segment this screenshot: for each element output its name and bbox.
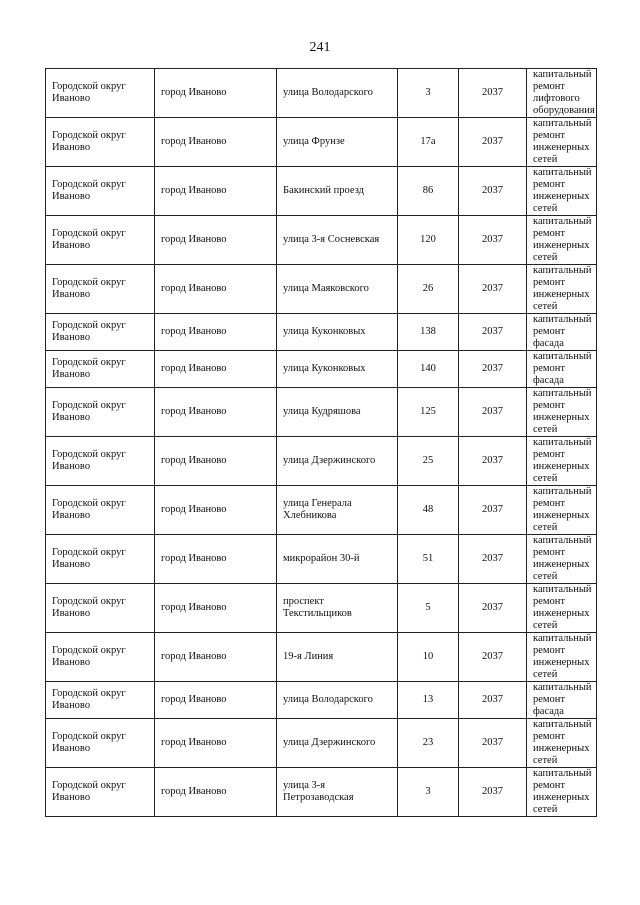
- year-cell: 2037: [459, 719, 527, 768]
- table-row: [46, 216, 597, 265]
- city-cell: город Иваново: [155, 314, 277, 351]
- work-type-cell: капитальный ремонт фасада: [527, 351, 597, 388]
- district-cell: Городской округ Иваново: [46, 682, 155, 719]
- house-number-cell: 3: [398, 69, 459, 118]
- street-cell: улица Володарского: [277, 69, 398, 118]
- registry-table: [45, 68, 597, 817]
- city-cell: город Иваново: [155, 633, 277, 682]
- year-cell: 2037: [459, 118, 527, 167]
- year-cell: 2037: [459, 216, 527, 265]
- street-cell: улица Куконковых: [277, 314, 398, 351]
- street-cell: улица Маяковского: [277, 265, 398, 314]
- district-cell: Городской округ Иваново: [46, 768, 155, 817]
- table-row: [46, 388, 597, 437]
- district-cell: Городской округ Иваново: [46, 216, 155, 265]
- work-type-cell: капитальный ремонт инженерных сетей: [527, 535, 597, 584]
- work-type-cell: капитальный ремонт инженерных сетей: [527, 265, 597, 314]
- street-cell: улица 3-я Петрозаводская: [277, 768, 398, 817]
- work-type-cell: капитальный ремонт инженерных сетей: [527, 719, 597, 768]
- district-cell: Городской округ Иваново: [46, 633, 155, 682]
- city-cell: город Иваново: [155, 437, 277, 486]
- house-number-cell: 5: [398, 584, 459, 633]
- district-cell: Городской округ Иваново: [46, 118, 155, 167]
- city-cell: город Иваново: [155, 167, 277, 216]
- street-cell: улица 3-я Сосневская: [277, 216, 398, 265]
- street-cell: Бакинский проезд: [277, 167, 398, 216]
- registry-table-body: [46, 69, 597, 817]
- house-number-cell: 51: [398, 535, 459, 584]
- year-cell: 2037: [459, 351, 527, 388]
- table-row: [46, 486, 597, 535]
- table-row: [46, 118, 597, 167]
- house-number-cell: 125: [398, 388, 459, 437]
- city-cell: город Иваново: [155, 265, 277, 314]
- city-cell: город Иваново: [155, 216, 277, 265]
- work-type-cell: капитальный ремонт фасада: [527, 682, 597, 719]
- table-row: [46, 69, 597, 118]
- year-cell: 2037: [459, 388, 527, 437]
- house-number-cell: 3: [398, 768, 459, 817]
- house-number-cell: 140: [398, 351, 459, 388]
- house-number-cell: 13: [398, 682, 459, 719]
- page-number: 241: [309, 40, 331, 55]
- street-cell: улица Куконковых: [277, 351, 398, 388]
- work-type-cell: капитальный ремонт инженерных сетей: [527, 486, 597, 535]
- district-cell: Городской округ Иваново: [46, 486, 155, 535]
- city-cell: город Иваново: [155, 535, 277, 584]
- house-number-cell: 17а: [398, 118, 459, 167]
- city-cell: город Иваново: [155, 768, 277, 817]
- work-type-cell: капитальный ремонт инженерных сетей: [527, 216, 597, 265]
- table-row: [46, 265, 597, 314]
- year-cell: 2037: [459, 535, 527, 584]
- house-number-cell: 120: [398, 216, 459, 265]
- street-cell: улица Володарского: [277, 682, 398, 719]
- city-cell: город Иваново: [155, 486, 277, 535]
- work-type-cell: капитальный ремонт инженерных сетей: [527, 167, 597, 216]
- district-cell: Городской округ Иваново: [46, 69, 155, 118]
- table-row: [46, 768, 597, 817]
- table-row: [46, 719, 597, 768]
- year-cell: 2037: [459, 265, 527, 314]
- district-cell: Городской округ Иваново: [46, 351, 155, 388]
- district-cell: Городской округ Иваново: [46, 167, 155, 216]
- street-cell: 19-я Линия: [277, 633, 398, 682]
- city-cell: город Иваново: [155, 388, 277, 437]
- year-cell: 2037: [459, 437, 527, 486]
- year-cell: 2037: [459, 584, 527, 633]
- street-cell: улица Дзержинского: [277, 437, 398, 486]
- table-row: [46, 633, 597, 682]
- city-cell: город Иваново: [155, 584, 277, 633]
- district-cell: Городской округ Иваново: [46, 437, 155, 486]
- year-cell: 2037: [459, 768, 527, 817]
- table-row: [46, 167, 597, 216]
- city-cell: город Иваново: [155, 69, 277, 118]
- work-type-cell: капитальный ремонт лифтового оборудования: [527, 69, 597, 118]
- city-cell: город Иваново: [155, 719, 277, 768]
- work-type-cell: капитальный ремонт фасада: [527, 314, 597, 351]
- year-cell: 2037: [459, 69, 527, 118]
- table-row: [46, 682, 597, 719]
- street-cell: улица Дзержинского: [277, 719, 398, 768]
- district-cell: Городской округ Иваново: [46, 584, 155, 633]
- street-cell: улица Кудряшова: [277, 388, 398, 437]
- house-number-cell: 25: [398, 437, 459, 486]
- table-row: [46, 351, 597, 388]
- house-number-cell: 48: [398, 486, 459, 535]
- table-row: [46, 584, 597, 633]
- work-type-cell: капитальный ремонт инженерных сетей: [527, 437, 597, 486]
- work-type-cell: капитальный ремонт инженерных сетей: [527, 768, 597, 817]
- year-cell: 2037: [459, 633, 527, 682]
- city-cell: город Иваново: [155, 118, 277, 167]
- work-type-cell: капитальный ремонт инженерных сетей: [527, 633, 597, 682]
- street-cell: улица Фрунзе: [277, 118, 398, 167]
- house-number-cell: 26: [398, 265, 459, 314]
- street-cell: проспект Текстильщиков: [277, 584, 398, 633]
- table-row: [46, 314, 597, 351]
- district-cell: Городской округ Иваново: [46, 719, 155, 768]
- street-cell: улица Генерала Хлебникова: [277, 486, 398, 535]
- district-cell: Городской округ Иваново: [46, 535, 155, 584]
- table-row: [46, 437, 597, 486]
- work-type-cell: капитальный ремонт инженерных сетей: [527, 118, 597, 167]
- house-number-cell: 23: [398, 719, 459, 768]
- district-cell: Городской округ Иваново: [46, 314, 155, 351]
- work-type-cell: капитальный ремонт инженерных сетей: [527, 584, 597, 633]
- street-cell: микрорайон 30-й: [277, 535, 398, 584]
- city-cell: город Иваново: [155, 351, 277, 388]
- house-number-cell: 10: [398, 633, 459, 682]
- district-cell: Городской округ Иваново: [46, 388, 155, 437]
- year-cell: 2037: [459, 486, 527, 535]
- year-cell: 2037: [459, 167, 527, 216]
- city-cell: город Иваново: [155, 682, 277, 719]
- house-number-cell: 86: [398, 167, 459, 216]
- work-type-cell: капитальный ремонт инженерных сетей: [527, 388, 597, 437]
- table-row: [46, 535, 597, 584]
- year-cell: 2037: [459, 682, 527, 719]
- year-cell: 2037: [459, 314, 527, 351]
- house-number-cell: 138: [398, 314, 459, 351]
- district-cell: Городской округ Иваново: [46, 265, 155, 314]
